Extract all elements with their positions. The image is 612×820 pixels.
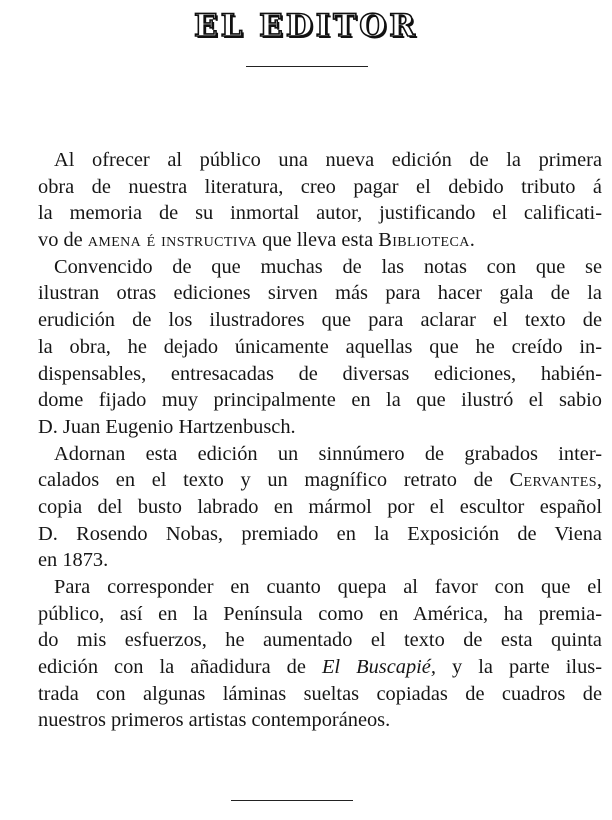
text-line — [38, 521, 602, 548]
small-caps-text: Biblioteca — [378, 229, 470, 252]
text-run: ilustran otras ediciones sirven más para hacer gala de la — [38, 282, 602, 305]
paragraph — [38, 574, 602, 734]
text-line — [38, 387, 602, 414]
text-line — [38, 441, 602, 468]
text-line — [38, 494, 602, 521]
text-run: que lleva esta — [257, 229, 379, 252]
small-caps-text: amena é instructiva — [87, 229, 258, 252]
text-run: Adornan esta edición un sinnúmero de grabados inter- — [54, 442, 602, 465]
text-run: y la parte ilus- — [435, 656, 603, 679]
text-line — [38, 227, 602, 254]
text-line — [38, 654, 602, 681]
text-run: Al ofrecer al público una nueva edición de la primera — [54, 149, 602, 171]
small-caps-text: Cervantes — [509, 469, 597, 492]
italic-text: El Buscapié, — [321, 656, 436, 679]
text-run: D. Rosendo Nobas, premiado en la Exposición de Viena — [38, 522, 602, 545]
text-line — [38, 280, 602, 307]
text-run: en 1873. — [38, 549, 109, 572]
closing-rule — [231, 800, 353, 801]
text-line — [38, 467, 602, 494]
text-line — [38, 361, 602, 388]
text-run: dispensables, entresacadas de diversas ediciones, habién- — [38, 362, 602, 385]
text-run: calados en el texto y un magnífico retrato de — [38, 469, 510, 492]
page-title: EL EDITOR — [193, 8, 419, 44]
preface-text — [38, 147, 602, 734]
text-line — [38, 200, 602, 227]
text-line — [38, 147, 602, 174]
paragraph — [38, 441, 602, 574]
paragraph — [38, 147, 602, 254]
text-line — [38, 307, 602, 334]
text-run: do mis esfuerzos, he aumentado el texto de esta quinta — [38, 629, 602, 652]
text-run: , — [596, 469, 602, 492]
text-line — [38, 334, 602, 361]
text-line — [38, 574, 602, 601]
text-run: trada con algunas láminas sueltas copiadas de cuadros de — [38, 682, 602, 705]
text-run: D. Juan Eugenio Hartzenbusch. — [38, 415, 296, 438]
text-line — [38, 547, 602, 574]
text-run: obra de nuestra literatura, creo pagar el debido tributo á — [38, 175, 602, 198]
text-run: erudición de los ilustradores que para aclarar el texto de — [38, 309, 602, 332]
text-run: la obra, he dejado únicamente aquellas que he creído in- — [38, 335, 602, 358]
text-run: edición con la añadidura de — [38, 656, 322, 679]
text-run: dome fijado muy principalmente en la que ilustró el sabio — [38, 389, 602, 412]
text-line — [38, 707, 602, 734]
text-run: público, así en la Península como en América, ha premia- — [38, 602, 602, 625]
text-line — [38, 414, 602, 441]
text-run: Para corresponder en cuanto quepa al favor con que el — [54, 576, 602, 598]
text-run: copia del busto labrado en mármol por el escultor español — [38, 495, 602, 518]
title-rule — [246, 66, 368, 67]
text-run: nuestros primeros artistas contemporáneos. — [38, 709, 391, 732]
text-line — [38, 601, 602, 628]
text-line — [38, 627, 602, 654]
text-run: . — [469, 229, 475, 252]
paragraph — [38, 254, 602, 441]
text-run: vo de — [38, 229, 88, 252]
text-line — [38, 174, 602, 201]
text-line — [38, 254, 602, 281]
text-line — [38, 681, 602, 708]
text-run: la memoria de su inmortal autor, justificando el calificati- — [38, 202, 602, 225]
text-run: Convencido de que muchas de las notas con que se — [54, 255, 602, 278]
